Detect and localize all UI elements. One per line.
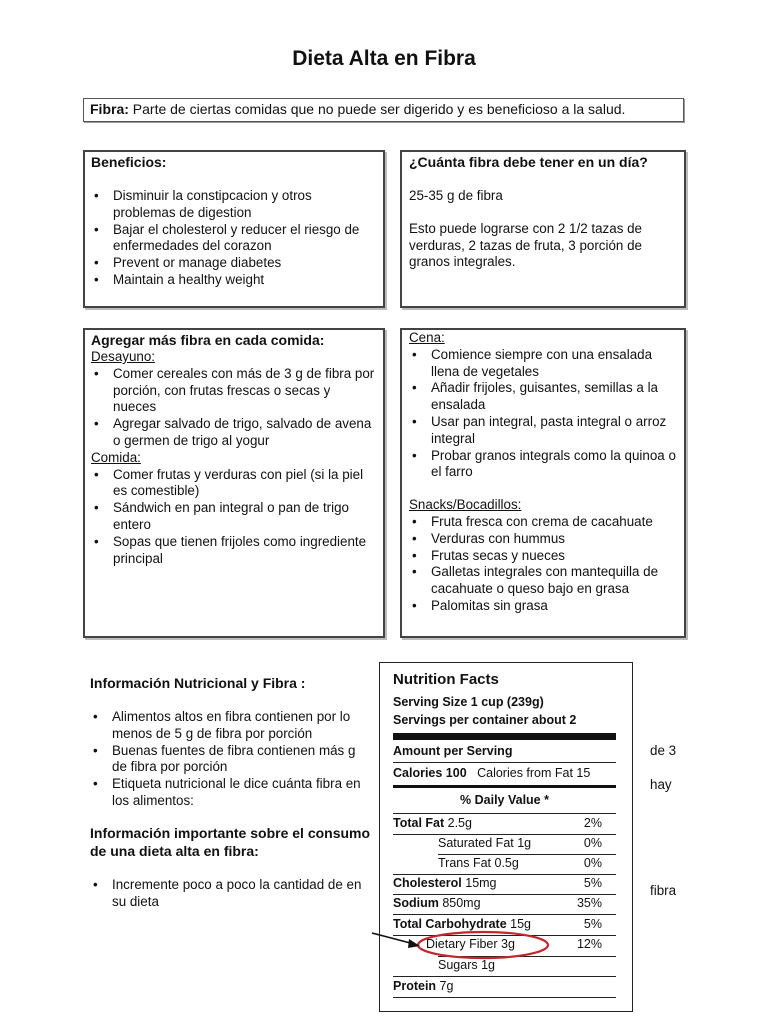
add-fiber-heading: Agregar más fibra en cada comida: — [91, 332, 325, 348]
divider — [438, 854, 616, 855]
nutrient-amount: Sugars 1g — [438, 958, 495, 972]
high-fiber-tips-list — [90, 877, 372, 911]
nutrition-info-list — [90, 709, 372, 810]
nutrient-row — [393, 816, 616, 834]
nutrient-row — [393, 979, 616, 997]
fiber-amount-explanation: Esto puede lograrse con 2 1/2 tazas de verduras, 2 tazas de fruta, 3 porción de granos integrales. — [409, 220, 643, 270]
divider — [393, 914, 616, 915]
dinner-label: Cena: — [409, 330, 445, 345]
breakfast-list — [91, 366, 377, 450]
nutrient-row — [393, 836, 616, 854]
list-item: • Prevent or manage diabetes — [91, 255, 377, 272]
amount-per-serving — [393, 744, 616, 762]
list-item: • Añadir frijoles, guisantes, semillas a la ensalada — [409, 380, 677, 414]
overflow-text: hay — [650, 777, 672, 792]
calories-from-fat: Calories from Fat 15 — [477, 766, 591, 780]
nutrient-row — [393, 876, 616, 894]
nutrition-info-section — [90, 674, 372, 910]
list-item: • Agregar salvado de trigo, salvado de avena o germen de trigo al yogur — [91, 416, 377, 450]
list-item: • Sándwich en pan integral o pan de trigo entero — [91, 500, 377, 534]
divider — [393, 762, 616, 763]
divider — [393, 834, 616, 835]
nutrient-percent: 35% — [576, 896, 602, 910]
nutrient-percent: 2% — [583, 816, 602, 830]
lunch-label: Comida: — [91, 449, 141, 465]
thick-divider — [393, 733, 616, 740]
nutrient-amount: 15g — [506, 917, 532, 931]
lunch-list — [91, 467, 377, 568]
nutrient-row — [393, 856, 616, 874]
list-item: • Comience siempre con una ensalada llena de vegetales — [409, 347, 677, 381]
list-item: • Comer frutas y verduras con piel (si la piel es comestible) — [91, 467, 377, 501]
nutrient-amount: 2.5g — [444, 816, 472, 830]
definition-term: Fibra: — [90, 101, 129, 117]
snacks-label: Snacks/Bocadillos: — [409, 497, 522, 513]
amount-per-serving-label: Amount per Serving — [393, 744, 513, 758]
nutrient-percent: 5% — [583, 917, 602, 931]
add-fiber-box — [83, 328, 385, 638]
list-item: • Buenas fuentes de fibra contienen más g de fibra por porción — [90, 743, 372, 777]
benefits-box — [83, 150, 385, 308]
high-fiber-tips-heading: Información importante sobre el consumo de una dieta alta en fibra: — [90, 824, 371, 859]
daily-value-header: % Daily Value * — [460, 793, 549, 807]
daily-value-row — [393, 793, 616, 811]
medium-divider — [393, 785, 616, 788]
list-item: • Maintain a healthy weight — [91, 272, 377, 289]
nutrient-amount: 15mg — [461, 876, 497, 890]
nutrient-amount: Saturated Fat 1g — [438, 836, 532, 850]
list-item: • Disminuir la constipcacion y otros problemas de digestion — [91, 188, 377, 222]
list-item: • Alimentos altos en fibra contienen por lo menos de 5 g de fibra por porción — [90, 709, 372, 743]
divider — [393, 997, 616, 998]
calories-value: Calories 100 — [393, 766, 467, 780]
nutrient-row — [393, 896, 616, 914]
servings-per-container: Servings per container about 2 — [393, 713, 577, 727]
nutrient-amount: Dietary Fiber 3g — [426, 937, 515, 951]
fiber-definition-box — [83, 98, 684, 122]
dinner-list — [409, 347, 677, 481]
nutrient-name: Total Carbohydrate — [393, 917, 507, 931]
list-item: • Frutas secas y nueces — [409, 548, 677, 565]
overflow-text: fibra — [650, 883, 677, 898]
page-title: Dieta Alta en Fibra — [292, 47, 476, 70]
nutrient-name: Sodium — [393, 896, 439, 910]
divider — [393, 894, 616, 895]
dinner-snacks-box — [400, 328, 686, 638]
breakfast-label: Desayuno: — [91, 349, 156, 364]
fiber-highlight-annotation — [360, 920, 560, 970]
divider — [393, 874, 616, 875]
how-much-heading: ¿Cuánta fibra debe tener en un día? — [409, 154, 648, 170]
list-item: • Incremente poco a poco la cantidad de en su dieta — [90, 877, 372, 911]
nutrient-amount: 850mg — [438, 896, 481, 910]
serving-size: Serving Size 1 cup (239g) — [393, 695, 544, 709]
nutrient-percent: 0% — [583, 836, 602, 850]
highlight-oval — [418, 932, 548, 958]
nutrient-name: Protein — [393, 979, 437, 993]
list-item: • Sopas que tienen frijoles como ingrediente principal — [91, 534, 377, 568]
list-item: • Bajar el cholesterol y reducer el riesgo de enfermedades del corazon — [91, 222, 377, 256]
nutrient-percent: 5% — [583, 876, 602, 890]
list-item: • Comer cereales con más de 3 g de fibra por porción, con frutas frescas o secas y nueces — [91, 366, 377, 416]
arrow-line — [372, 933, 414, 944]
snacks-list — [409, 514, 677, 615]
benefits-heading: Beneficios: — [91, 154, 167, 170]
benefits-list — [91, 188, 377, 289]
list-item: • Probar granos integrals como la quinoa o el farro — [409, 448, 677, 482]
nutrient-name: Cholesterol — [393, 876, 462, 890]
list-item: • Galletas integrales con mantequilla de cacahuate o queso bajo en grasa — [409, 564, 677, 598]
nutrition-facts-title: Nutrition Facts — [393, 671, 499, 688]
nutrition-info-heading: Información Nutricional y Fibra : — [90, 675, 306, 691]
list-item: • Palomitas sin grasa — [409, 598, 677, 615]
nutrient-name: Total Fat — [393, 816, 445, 830]
nutrient-percent: 0% — [583, 856, 602, 870]
fiber-amount: 25-35 g de fibra — [409, 188, 503, 203]
calories-row — [393, 766, 616, 784]
list-item: • Etiqueta nutricional le dice cuánta fibra en los alimentos: — [90, 776, 372, 810]
divider — [393, 813, 616, 814]
list-item: • Usar pan integral, pasta integral o arroz integral — [409, 414, 677, 448]
divider — [393, 976, 616, 977]
overflow-text: de 3 — [650, 743, 677, 758]
nutrient-percent: 12% — [576, 937, 602, 951]
nutrient-amount: Trans Fat 0.5g — [438, 856, 519, 870]
list-item: • Fruta fresca con crema de cacahuate — [409, 514, 677, 531]
nutrient-amount: 7g — [436, 979, 454, 993]
definition-text: Parte de ciertas comidas que no puede ser digerido y es beneficioso a la salud. — [128, 101, 626, 117]
list-item: • Verduras con hummus — [409, 531, 677, 548]
how-much-fiber-box — [400, 150, 686, 308]
